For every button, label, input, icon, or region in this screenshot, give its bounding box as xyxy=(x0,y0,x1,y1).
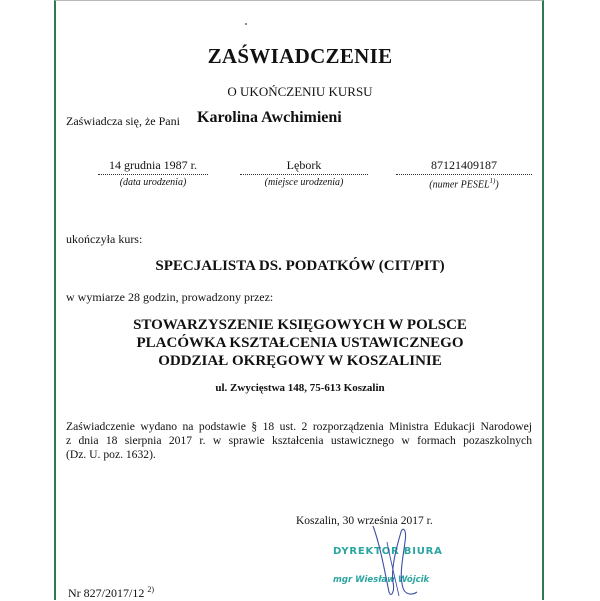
birth-date-field xyxy=(98,158,208,188)
pesel-caption xyxy=(396,177,532,190)
dotted-line xyxy=(396,174,532,175)
footnote-ref: 1) xyxy=(489,177,496,185)
pesel-caption-end: ) xyxy=(495,179,499,191)
pesel-value: 87121409187 xyxy=(431,158,497,172)
completed-label: ukończyła kurs: xyxy=(66,232,143,246)
certificate-title: ZAŚWIADCZENIE xyxy=(207,44,393,68)
birth-date-caption: (data urodzenia) xyxy=(119,177,187,188)
signature-icon xyxy=(365,522,425,600)
stamp-name: mgr Wiesław Wójcik xyxy=(333,575,430,585)
footnote-ref: 2) xyxy=(147,585,155,594)
organization-name xyxy=(0,316,600,370)
birth-date-value: 14 grudnia 1987 r. xyxy=(109,158,197,172)
speck xyxy=(245,23,247,25)
duration-text: w wymiarze 28 godzin, prowadzony przez: xyxy=(66,290,274,304)
dotted-line xyxy=(240,174,368,175)
signature-stroke xyxy=(373,526,417,594)
course-name: SPECJALISTA DS. PODATKÓW (CIT/PIT) xyxy=(155,258,445,274)
birth-place-value: Lębork xyxy=(286,158,322,172)
intro-text: Zaświadcza się, że Pani xyxy=(66,114,180,128)
organization-line: STOWARZYSZENIE KSIĘGOWYCH W POLSCE xyxy=(133,317,467,333)
legal-line: (Dz. U. poz. 1632). xyxy=(66,448,156,461)
legal-line: Zaświadczenie wydano na podstawie § 18 ust. 2 rozporządzenia Ministra Edukacji Narodowej xyxy=(66,420,532,433)
certificate-number-text: Nr 827/2017/12 xyxy=(68,586,145,600)
birth-place-field xyxy=(240,158,368,188)
signature-stroke xyxy=(387,542,399,596)
organization-line: PLACÓWKA KSZTAŁCENIA USTAWICZNEGO xyxy=(136,335,464,351)
pesel-caption-text: (numer PESEL xyxy=(429,179,490,191)
dotted-line xyxy=(98,174,208,175)
certificate-subtitle: O UKOŃCZENIU KURSU xyxy=(227,84,373,99)
certificate-number xyxy=(68,585,154,601)
pesel-field xyxy=(396,158,532,190)
organization-line: ODDZIAŁ OKRĘGOWY W KOSZALINIE xyxy=(158,353,442,369)
birth-place-caption: (miejsce urodzenia) xyxy=(264,177,344,188)
organization-address: ul. Zwycięstwa 148, 75-613 Koszalin xyxy=(215,382,385,394)
stamp-title: DYREKTOR BIURA xyxy=(333,546,443,557)
legal-line: z dnia 18 sierpnia 2017 r. w sprawie kształcenia ustawicznego w formach pozaszkolnych xyxy=(66,434,532,447)
person-name: Karolina Awchimieni xyxy=(197,109,342,126)
legal-basis xyxy=(66,420,532,462)
place-date: Koszalin, 30 września 2017 r. xyxy=(296,515,433,527)
